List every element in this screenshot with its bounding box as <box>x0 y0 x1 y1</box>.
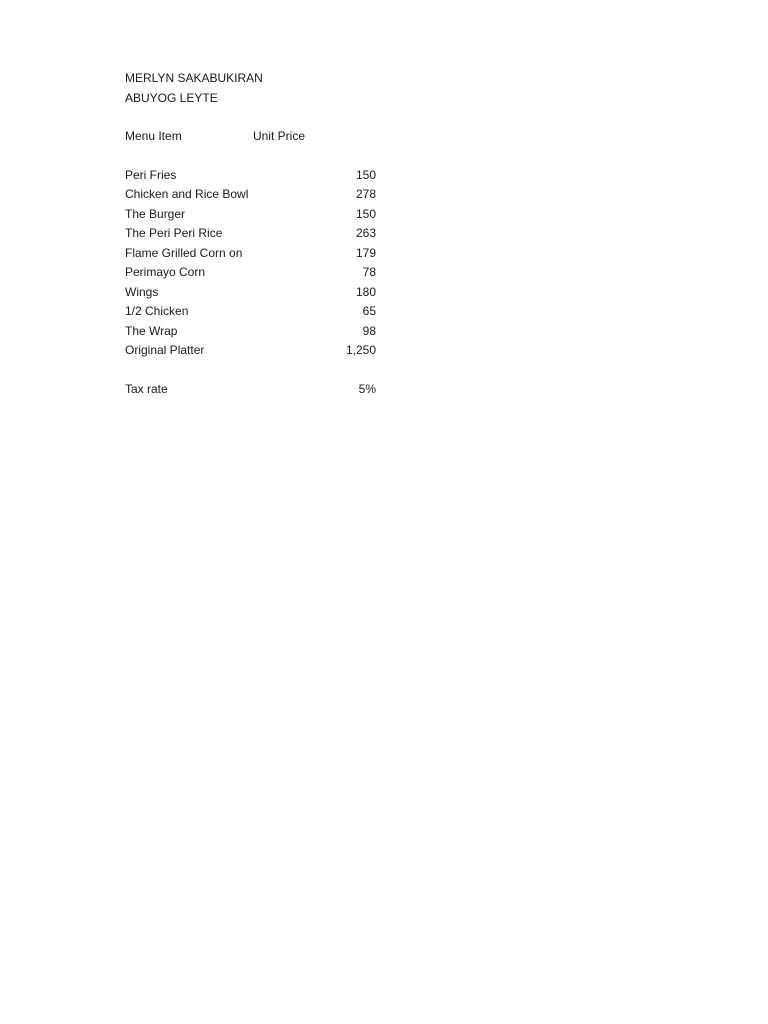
menu-item-header: Menu Item <box>125 129 182 143</box>
unit-price-header: Unit Price <box>253 129 306 143</box>
menu-list <box>125 166 385 361</box>
menu-row <box>125 322 385 342</box>
menu-item-price: 150 <box>355 206 376 221</box>
menu-item-name: Original Platter <box>125 343 205 357</box>
owner-name-row <box>125 69 385 89</box>
menu-row <box>125 224 385 244</box>
menu-item-name: 1/2 Chicken <box>125 304 189 318</box>
blank-row <box>125 361 385 380</box>
menu-item-name: Wings <box>125 284 159 299</box>
menu-item-price: 263 <box>355 226 376 240</box>
menu-item-name: Chicken and Rice Bowl <box>125 187 249 201</box>
menu-row <box>125 263 385 283</box>
menu-row <box>125 244 385 264</box>
spreadsheet-content <box>125 69 385 399</box>
menu-row <box>125 302 385 322</box>
column-header-row <box>125 127 385 147</box>
menu-row <box>125 166 385 186</box>
menu-item-name: The Wrap <box>125 323 178 338</box>
menu-row <box>125 205 385 225</box>
menu-item-price: 278 <box>355 187 376 201</box>
menu-row <box>125 341 385 361</box>
menu-row <box>125 283 385 303</box>
menu-item-name: Perimayo Corn <box>125 265 206 279</box>
blank-row <box>125 147 385 166</box>
menu-item-name: The Peri Peri Rice <box>125 226 223 240</box>
menu-item-price: 179 <box>355 245 376 260</box>
menu-item-price: 150 <box>355 167 376 182</box>
menu-item-price: 65 <box>362 304 376 318</box>
menu-item-price: 98 <box>362 323 376 338</box>
menu-item-name: The Burger <box>125 206 186 221</box>
menu-item-price: 78 <box>362 265 376 279</box>
location-row <box>125 89 385 109</box>
location-text: ABUYOG LEYTE <box>125 90 218 105</box>
menu-item-name: Peri Fries <box>125 167 177 182</box>
blank-row <box>125 108 385 127</box>
owner-name: MERLYN SAKABUKIRAN <box>125 71 263 85</box>
tax-rate-row <box>125 380 385 400</box>
menu-row <box>125 185 385 205</box>
menu-item-price: 1,250 <box>345 343 376 357</box>
tax-rate-label: Tax rate <box>125 381 168 396</box>
menu-item-name: Flame Grilled Corn on <box>125 245 243 260</box>
menu-item-price: 180 <box>355 284 376 299</box>
tax-rate-value: 5% <box>358 381 376 396</box>
